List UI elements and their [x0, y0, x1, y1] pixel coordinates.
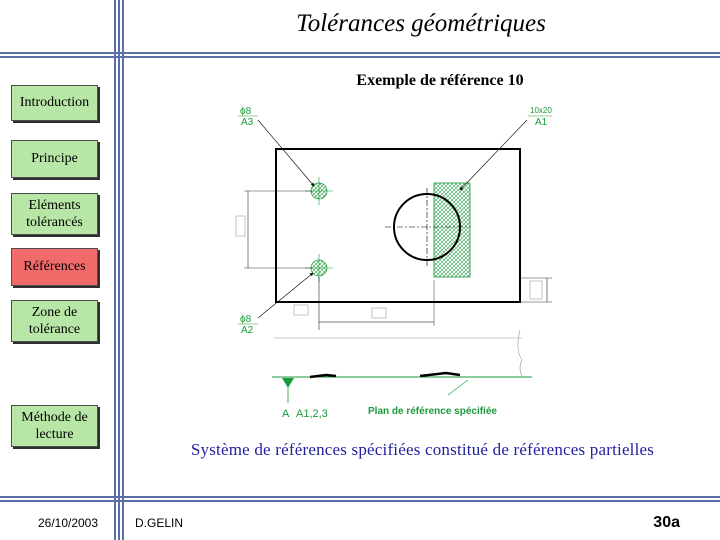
datum-triangle-icon	[282, 378, 294, 388]
footer-author: D.GELIN	[135, 516, 184, 530]
nav-introduction-label: Introduction	[19, 95, 90, 111]
footer-date: 26/10/2003	[37, 516, 99, 530]
label-a2: A2	[241, 325, 254, 336]
label-a1: A1	[535, 117, 548, 128]
part-outline	[276, 149, 520, 302]
label-a3: A3	[241, 117, 254, 128]
nav-methode-lecture-label: Méthode de lecture	[21, 409, 88, 442]
nav-references-label: Références	[23, 259, 86, 275]
label-phi8-a2: ϕ8	[240, 314, 252, 325]
datum-letter: A	[282, 408, 290, 420]
slide-subtitle: Exemple de référence 10	[356, 72, 524, 89]
nav-elements-toleres-label: Eléments tolérancés	[26, 197, 83, 230]
page-title: Tolérances géométriques	[296, 10, 546, 37]
nav-zone-tolerance-label: Zone de tolérance	[28, 304, 81, 337]
label-10x20: 10x20	[530, 106, 552, 115]
page-number: 30a	[653, 514, 680, 531]
datum-refs: A1,2,3	[296, 408, 328, 420]
label-phi8-a3: ϕ8	[240, 106, 252, 117]
plane-label: Plan de référence spécifiée	[368, 406, 497, 417]
nav-principe-label: Principe	[31, 151, 78, 167]
slide-caption: Système de références spécifiées constitué de références partielles	[190, 440, 655, 459]
